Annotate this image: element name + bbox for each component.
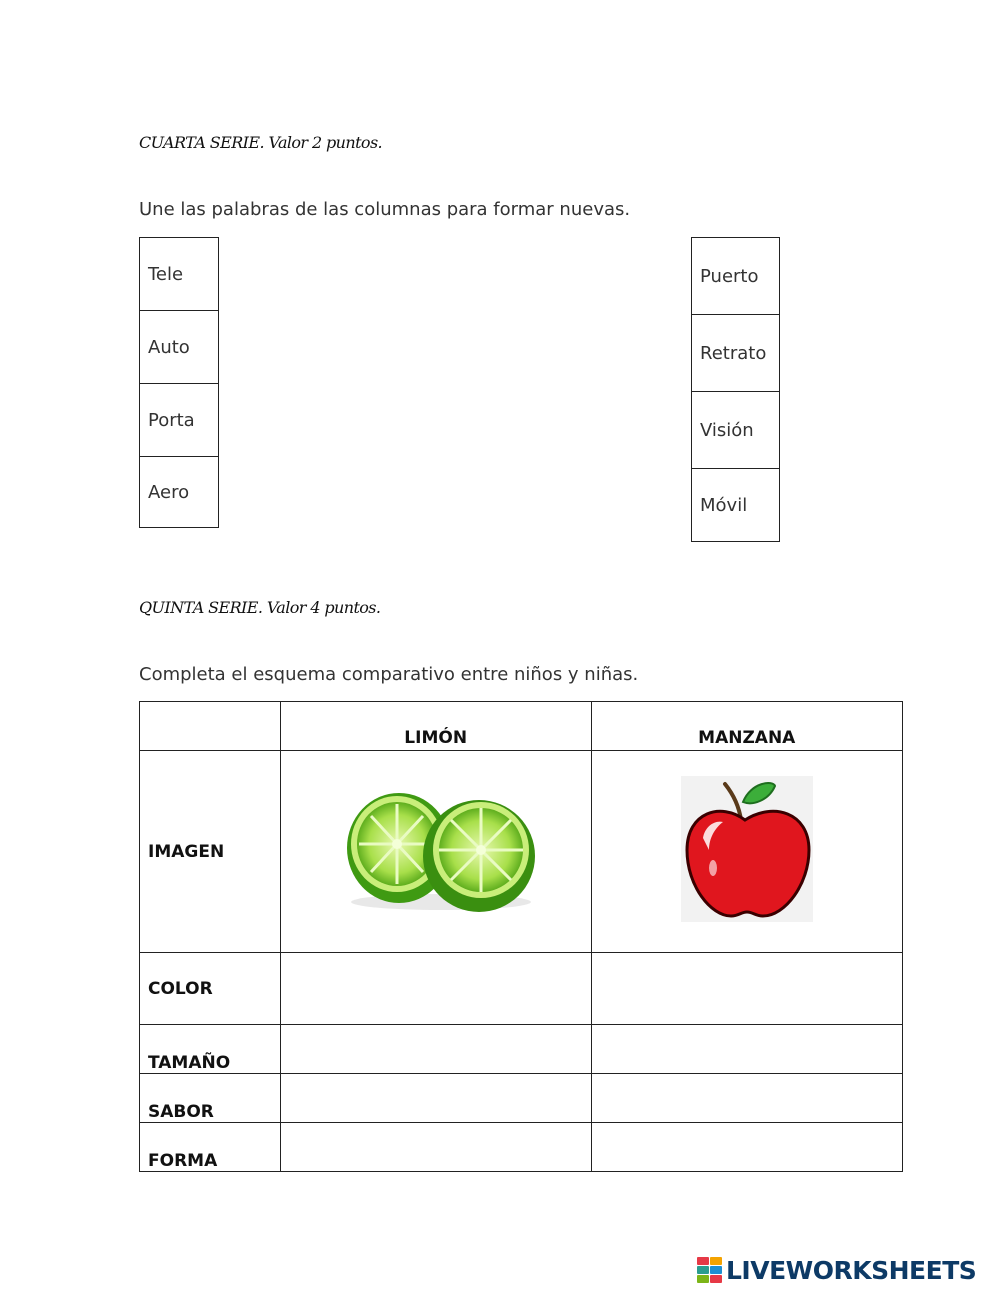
- table-row: [140, 1074, 903, 1123]
- answer-cell[interactable]: [591, 1074, 902, 1123]
- lime-halves-image: [331, 784, 541, 914]
- logo-blocks-icon: [697, 1257, 722, 1283]
- row-label-tamano: TAMAÑO: [140, 1025, 281, 1074]
- left-word: [140, 310, 218, 383]
- right-word: [692, 391, 779, 468]
- answer-cell[interactable]: [591, 1123, 902, 1172]
- left-word-column: [139, 237, 219, 528]
- left-word-text: Porta: [148, 409, 195, 431]
- answer-cell[interactable]: [280, 953, 591, 1025]
- answer-cell[interactable]: [591, 953, 902, 1025]
- table-row: [140, 1025, 903, 1074]
- right-word-column: [691, 237, 780, 542]
- answer-cell[interactable]: [280, 1123, 591, 1172]
- left-word: [140, 238, 218, 310]
- corner-cell: [140, 702, 281, 751]
- row-label-imagen: IMAGEN: [140, 751, 281, 953]
- left-word-text: Auto: [148, 336, 190, 358]
- table-header-row: [140, 702, 903, 751]
- row-label-color: COLOR: [140, 953, 281, 1025]
- section5-title: QUINTA SERIE. Valor 4 puntos.: [139, 598, 381, 617]
- row-label-sabor: SABOR: [140, 1074, 281, 1123]
- right-word-text: Puerto: [700, 265, 759, 287]
- left-word: [140, 383, 218, 456]
- logo-text: LIVEWORKSHEETS: [726, 1255, 977, 1285]
- apple-image-cell: [591, 751, 902, 953]
- column-header-limon: LIMÓN: [280, 702, 591, 751]
- column-header-manzana: MANZANA: [591, 702, 902, 751]
- row-label-forma: FORMA: [140, 1123, 281, 1172]
- section4-instruction: Une las palabras de las columnas para formar nuevas.: [139, 199, 631, 220]
- liveworksheets-logo: [697, 1256, 976, 1284]
- right-word-text: Retrato: [700, 342, 767, 364]
- section5-instruction: Completa el esquema comparativo entre niños y niñas.: [139, 664, 639, 685]
- left-word-text: Aero: [148, 482, 190, 503]
- answer-cell[interactable]: [280, 1074, 591, 1123]
- answer-cell[interactable]: [280, 1025, 591, 1074]
- right-word: [692, 468, 779, 542]
- left-word-text: Tele: [148, 263, 184, 285]
- table-row: [140, 751, 903, 953]
- table-row: [140, 1123, 903, 1172]
- right-word: [692, 314, 779, 391]
- section4-title: CUARTA SERIE. Valor 2 puntos.: [139, 133, 383, 152]
- right-word: [692, 238, 779, 314]
- right-word-text: Móvil: [700, 495, 748, 516]
- red-apple-image: [681, 776, 813, 922]
- lime-image-cell: [280, 751, 591, 953]
- answer-cell[interactable]: [591, 1025, 902, 1074]
- left-word: [140, 456, 218, 528]
- table-row: [140, 953, 903, 1025]
- right-word-text: Visión: [700, 419, 754, 441]
- comparison-table: [139, 701, 903, 1172]
